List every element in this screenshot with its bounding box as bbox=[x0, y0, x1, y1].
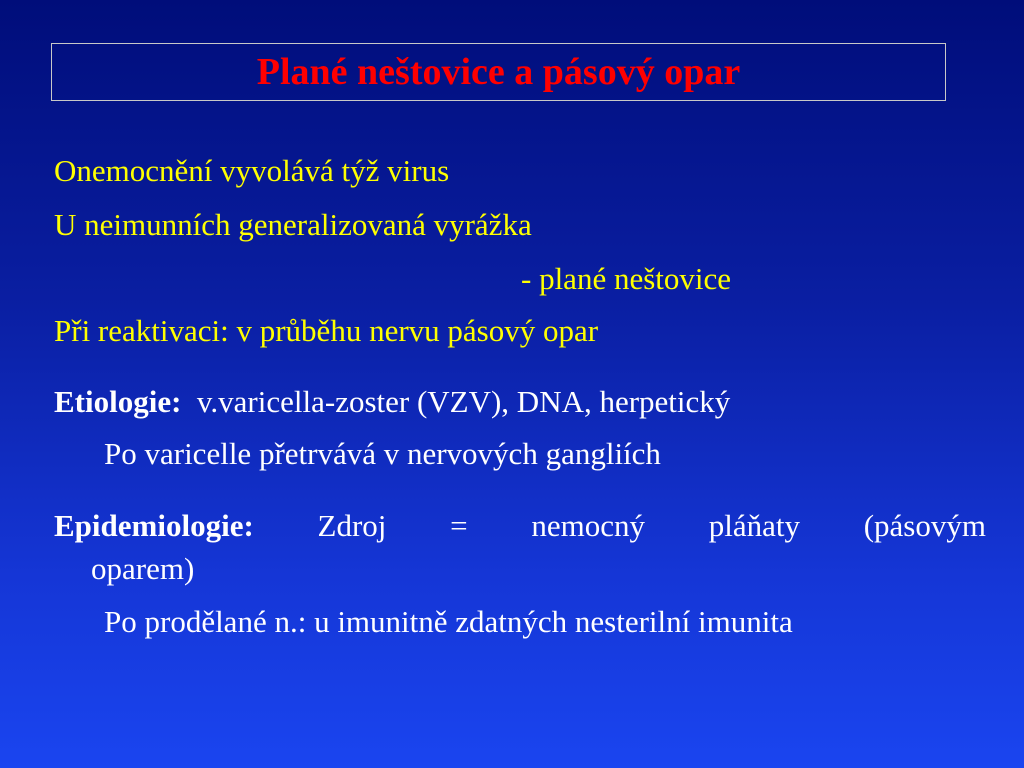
epidemiology-word-1: Zdroj bbox=[317, 508, 387, 543]
title-frame bbox=[51, 43, 946, 101]
slide-title: Plané neštovice a pásový opar bbox=[256, 51, 741, 93]
epidemiology-word-5: (pásovým bbox=[863, 508, 986, 543]
epidemiology-detail: Po prodělané n.: u imunitně zdatných nesterilní imunita bbox=[104, 604, 793, 639]
epidemiology-word-4: pláňaty bbox=[708, 508, 800, 543]
epidemiology-line bbox=[54, 510, 986, 541]
intro-line-4: Při reaktivaci: v průběhu nervu pásový opar bbox=[54, 313, 599, 348]
etiology-line bbox=[54, 386, 730, 417]
etiology-text: v.varicella-zoster (VZV), DNA, herpetický bbox=[196, 384, 731, 419]
etiology-detail: Po varicelle přetrvává v nervových gangliích bbox=[104, 436, 661, 471]
epidemiology-word-2: = bbox=[450, 508, 468, 543]
etiology-label: Etiologie: bbox=[54, 384, 182, 419]
intro-line-2: U neimunních generalizovaná vyrážka bbox=[54, 207, 532, 242]
intro-line-1: Onemocnění vyvolává týž virus bbox=[54, 153, 450, 188]
epidemiology-label: Epidemiologie: bbox=[54, 508, 254, 543]
epidemiology-word-3: nemocný bbox=[531, 508, 645, 543]
epidemiology-continuation: oparem) bbox=[91, 551, 195, 586]
intro-line-3: - plané neštovice bbox=[521, 261, 732, 296]
